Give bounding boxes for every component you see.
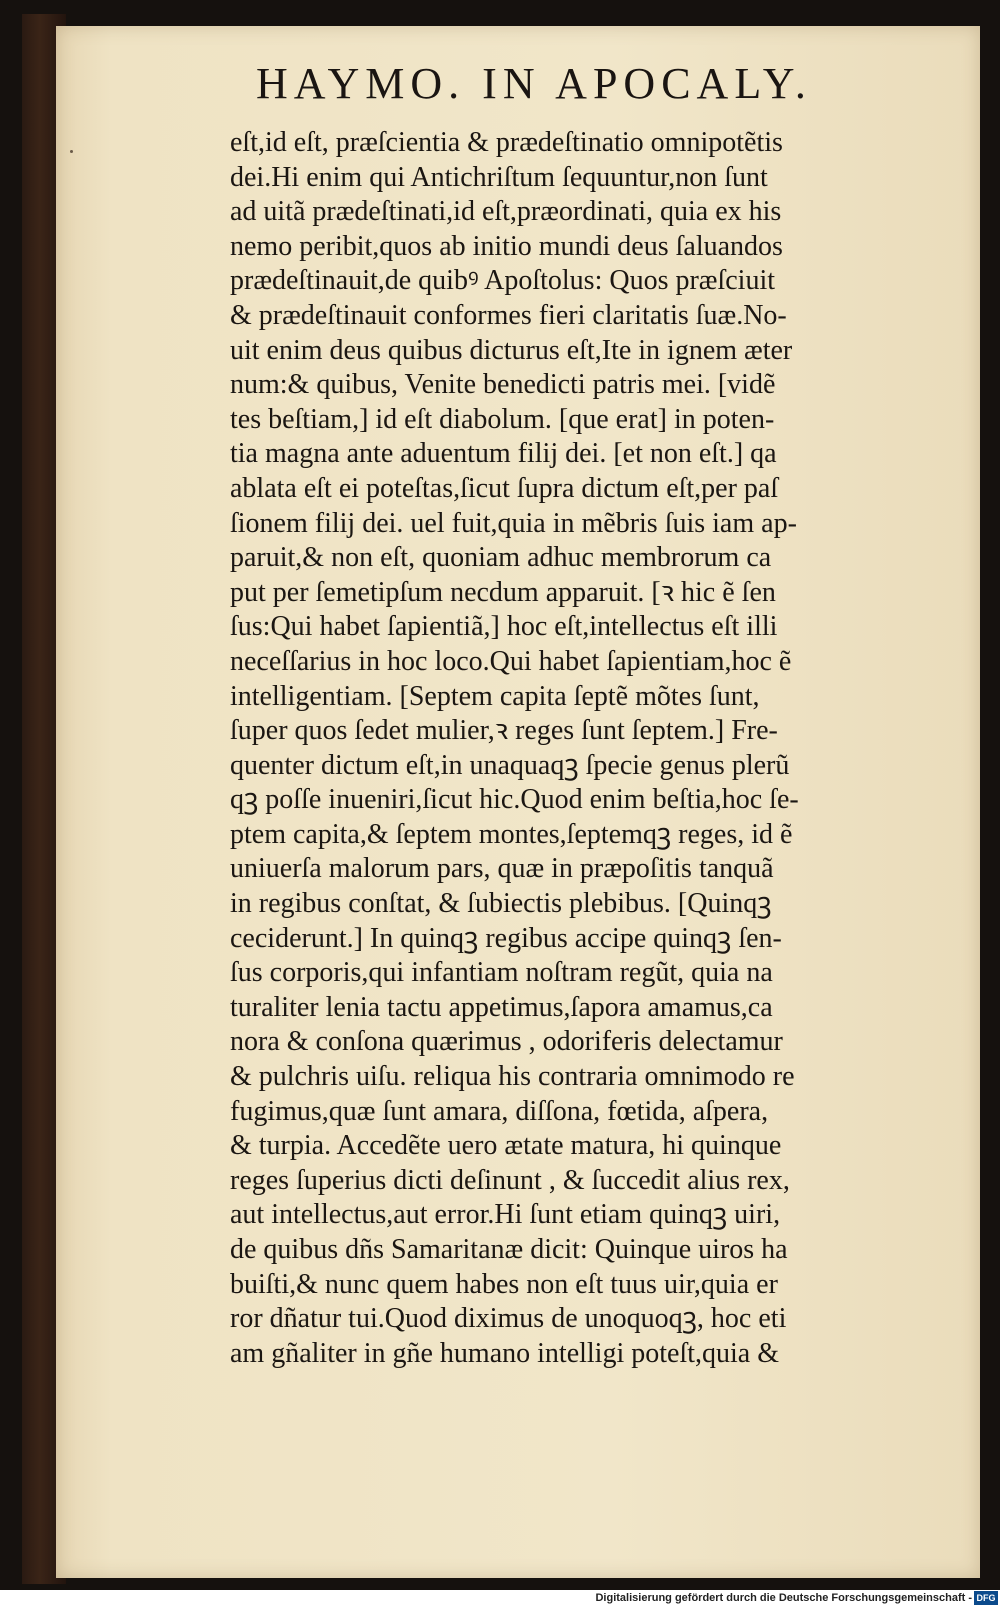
text-line: tia magna ante aduentum filij dei. [et non eſt.] qa (230, 438, 777, 470)
funding-credit: Digitalisierung gefördert durch die Deutsche Forschungsgemeinschaft - (595, 1592, 972, 1604)
text-line: de quibus dñs Samaritanæ dicit: Quinque uiros ha (230, 1234, 788, 1265)
text-line: quenter dictum eſt,in unaquaqꝫ ſpecie genus plerũ (230, 749, 790, 781)
text-line: intelligentiam. [Septem capita ſeptẽ mõtes ſunt, (230, 680, 760, 712)
text-line: prædeſtinauit,de quibꝰ Apoſtolus: Quos præſciuit (230, 265, 776, 297)
paper-speck (70, 150, 73, 153)
text-line: uit enim deus quibus dicturus eſt,Ite in ignem æter (230, 334, 793, 366)
text-line: ſionem filij dei. uel fuit,quia in mẽbris ſuis iam ap- (230, 507, 797, 539)
text-line: turaliter lenia tactu appetimus,ſapora amamus,ca (230, 991, 773, 1023)
text-line: ror dñatur tui.Quod diximus de unoquoqꝫ, hoc eti (230, 1303, 787, 1335)
text-line: aut intellectus,aut error.Hi ſunt etiam quinqꝫ uiri, (230, 1199, 781, 1231)
running-head: HAYMO. IN APOCALY. (256, 59, 812, 108)
body-text (230, 126, 982, 1371)
text-line: in regibus conſtat, & ſubiectis plebibus. [Quinqꝫ (230, 888, 772, 920)
text-line: reges ſuperius dicti deſinunt , & ſuccedit alius rex, (230, 1164, 790, 1196)
text-line: uniuerſa malorum pars, quæ in præpoſitis tanquã (230, 853, 774, 885)
text-line: eſt,id eſt, præſcientia & prædeſtinatio omnipotẽtis (230, 127, 783, 158)
text-line: put per ſemetipſum necdum apparuit. [ꝛ hic ẽ ſen (230, 576, 776, 608)
text-line: ſus:Qui habet ſapientiã,] hoc eſt,intellectus eſt illi (230, 611, 778, 643)
text-line: neceſſarius in hoc loco.Qui habet ſapientiam,hoc ẽ (230, 645, 792, 677)
text-line: ablata eſt ei poteſtas,ſicut ſupra dictum eſt,per paſ (230, 472, 779, 504)
text-line: nora & conſona quærimus , odoriferis delectamur (230, 1026, 783, 1058)
text-line: am gñaliter in gñe humano intelligi poteſt,quia & (230, 1337, 779, 1369)
text-line: ptem capita,& ſeptem montes,ſeptemqꝫ reges, id ẽ (230, 818, 793, 850)
text-line: & pulchris uiſu. reliqua his contraria omnimodo re (230, 1061, 795, 1093)
text-line: dei.Hi enim qui Antichriſtum ſequuntur,non ſunt (230, 161, 768, 193)
text-line: ad uitã prædeſtinati,id eſt,præordinati, quia ex his (230, 196, 782, 228)
text-line: fugimus,quæ ſunt amara, diſſona, fœtida, aſpera, (230, 1095, 769, 1127)
dfg-logo[interactable]: DFG (974, 1591, 998, 1605)
text-line: ceciderunt.] In quinqꝫ regibus accipe quinqꝫ ſen- (230, 922, 782, 954)
text-line: paruit,& non eſt, quoniam adhuc membrorum ca (230, 542, 772, 574)
text-line: & prædeſtinauit conformes fieri claritatis ſuæ.No- (230, 299, 787, 331)
footer-bar (0, 1590, 1000, 1608)
text-line: num:& quibus, Venite benedicti patris mei. [vidẽ (230, 369, 776, 401)
text-line: ſuper quos ſedet mulier,ꝛ reges ſunt ſeptem.] Fre- (230, 715, 778, 747)
text-line: & turpia. Accedẽte uero ætate matura, hi quinque (230, 1130, 782, 1162)
text-line: tes beſtiam,] id eſt diabolum. [que erat] in poten- (230, 403, 775, 435)
text-line: ſus corporis,qui infantiam noſtram regũt, quia na (230, 957, 773, 989)
text-line: qꝫ poſſe inueniri,ſicut hic.Quod enim beſtia,hoc ſe- (230, 784, 799, 816)
text-line: buiſti,& nunc quem habes non eſt tuus uir,quia er (230, 1268, 778, 1300)
text-line: nemo peribit,quos ab initio mundi deus ſaluandos (230, 230, 783, 262)
